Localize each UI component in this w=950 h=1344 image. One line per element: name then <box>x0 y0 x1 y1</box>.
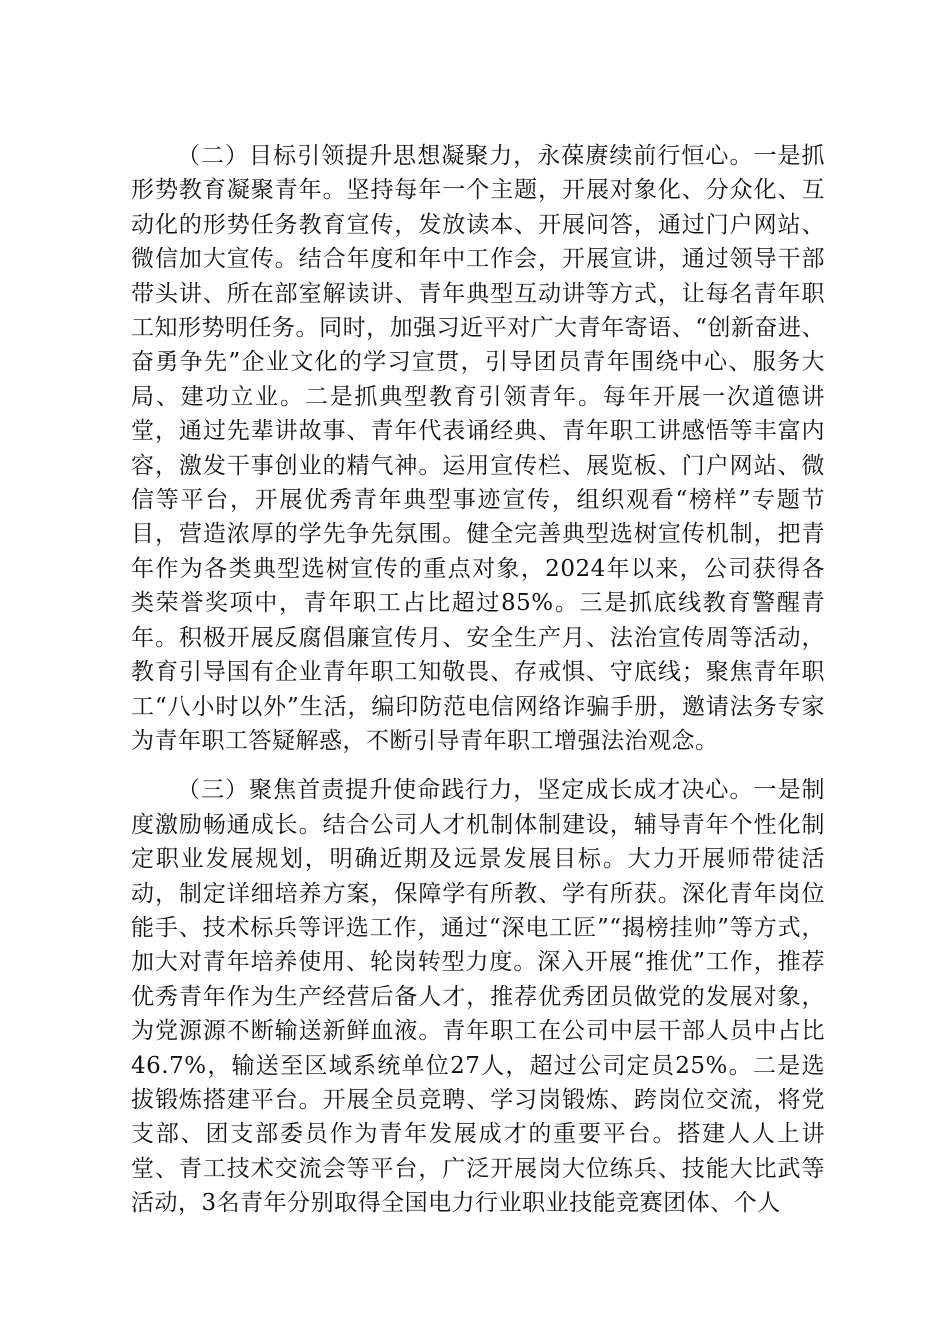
paragraph-section-3: （三）聚焦首责提升使命践行力，坚定成长成才决心。一是制度激励畅通成长。结合公司人才机制体制建设，辅导青年个性化制定职业发展规划，明确近期及远景发展目标。大力开展师带徒活动，制定详细培养方案，保障学有所教、学有所获。深化青年岗位能手、技术标兵等评选工作，通过“深电工匠”“揭榜挂帅”等方式，加大对青年培养使用、轮岗转型力度。深入开展“推优”工作，推荐优秀青年作为生产经营后备人才，推荐优秀团员做党的发展对象，为党源源不断输送新鲜血液。青年职工在公司中层干部人员中占比46.7%，输送至区域系统单位27人，超过公司定员25%。二是选拔锻炼搭建平台。开展全员竞聘、学习岗锻炼、跨岗位交流，将党支部、团支部委员作为青年发展成才的重要平台。搭建人人上讲堂、青工技术交流会等平台，广泛开展岗大位练兵、技能大比武等活动，3名青年分别取得全国电力行业职业技能竞赛团体、个人 <box>131 777 825 1217</box>
document-body <box>131 139 825 1221</box>
paragraph-section-2: （二）目标引领提升思想凝聚力，永葆赓续前行恒心。一是抓形势教育凝聚青年。坚持每年一个主题，开展对象化、分众化、互动化的形势任务教育宣传，发放读本、开展问答，通过门户网站、微信加大宣传。结合年度和年中工作会，开展宣讲，通过领导干部带头讲、所在部室解读讲、青年典型互动讲等方式，让每名青年职工知形势明任务。同时，加强习近平对广大青年寄语、“创新奋进、奋勇争先”企业文化的学习宣贯，引导团员青年围绕中心、服务大局、建功立业。二是抓典型教育引领青年。每年开展一次道德讲堂，通过先辈讲故事、青年代表诵经典、青年职工讲感悟等丰富内容，激发干事创业的精气神。运用宣传栏、展览板、门户网站、微信等平台，开展优秀青年典型事迹宣传，组织观看“榜样”专题节目，营造浓厚的学先争先氛围。健全完善典型选树宣传机制，把青年作为各类典型选树宣传的重点对象，2024年以来，公司获得各类荣誉奖项中，青年职工占比超过85%。三是抓底线教育警醒青年。积极开展反腐倡廉宣传月、安全生产月、法治宣传周等活动，教育引导国有企业青年职工知敬畏、存戒惧、守底线；聚焦青年职工“八小时以外”生活，编印防范电信网络诈骗手册，邀请法务专家为青年职工答疑解惑，不断引导青年职工增强法治观念。 <box>131 143 825 754</box>
